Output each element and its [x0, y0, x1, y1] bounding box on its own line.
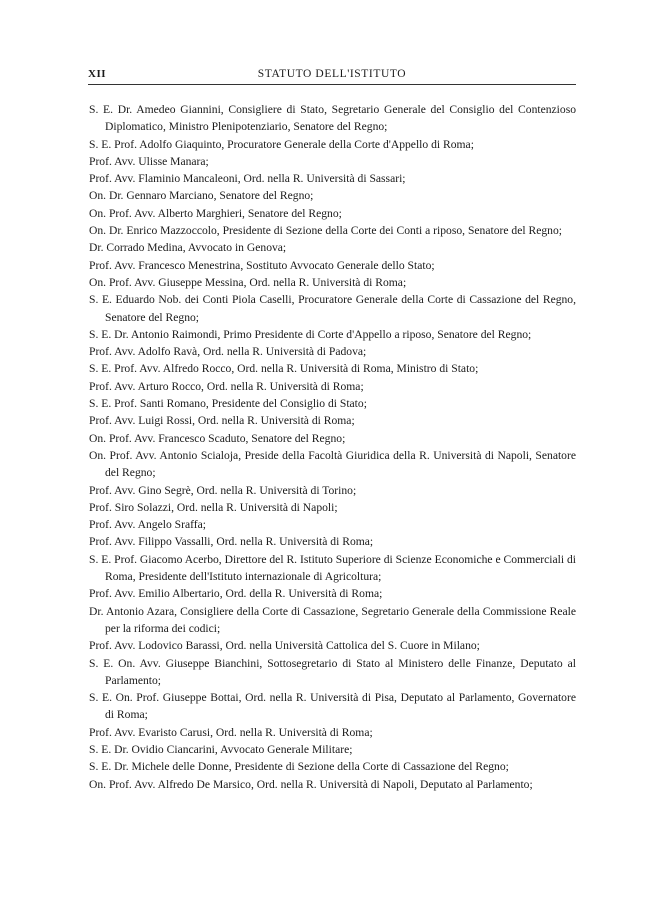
- member-entry: Dr. Antonio Azara, Consigliere della Corte di Cassazione, Segretario Generale della Commissione Reale per la riforma dei codici;: [89, 604, 576, 635]
- member-entry: On. Prof. Avv. Alberto Marghieri, Senatore del Regno;: [89, 206, 342, 220]
- member-entry: On. Prof. Avv. Antonio Scialoja, Preside della Facoltà Giuridica della R. Università di Napoli, Senatore del Regno;: [89, 448, 576, 480]
- member-entry: On. Prof. Avv. Alfredo De Marsico, Ord. nella R. Università di Napoli, Deputato al Parlamento;: [89, 777, 533, 791]
- member-entry: On. Prof. Avv. Francesco Scaduto, Senatore del Regno;: [89, 431, 346, 445]
- member-entry: S. E. On. Avv. Giuseppe Bianchini, Sottosegretario di Stato al Ministero delle Finanze, Deputato al Parlamento;: [89, 656, 576, 687]
- page-number: XII: [88, 68, 107, 80]
- member-entry: On. Dr. Gennaro Marciano, Senatore del Regno;: [89, 189, 314, 203]
- member-entry: Prof. Avv. Emilio Albertario, Ord. della R. Università di Roma;: [89, 587, 383, 601]
- member-entry: Prof. Avv. Flaminio Mancaleoni, Ord. nella R. Università di Sassari;: [89, 172, 406, 186]
- member-entry: S. E. Eduardo Nob. dei Conti Piola Caselli, Procuratore Generale della Corte di Cassazione del Regno, Senatore del Regno;: [89, 293, 576, 324]
- member-entry: Prof. Avv. Francesco Menestrina, Sostituto Avvocato Generale dello Stato;: [89, 258, 435, 272]
- member-entry: Prof. Avv. Adolfo Ravà, Ord. nella R. Università di Padova;: [89, 345, 367, 359]
- member-entry: Prof. Avv. Ulisse Manara;: [89, 154, 209, 168]
- member-entry: On. Prof. Avv. Giuseppe Messina, Ord. nella R. Università di Roma;: [89, 275, 407, 289]
- member-entry: S. E. Prof. Adolfo Giaquinto, Procuratore Generale della Corte d'Appello di Roma;: [89, 137, 474, 151]
- member-list: [89, 101, 576, 793]
- member-entry: Prof. Avv. Angelo Sraffa;: [89, 518, 206, 532]
- member-entry: S. E. On. Prof. Giuseppe Bottai, Ord. nella R. Università di Pisa, Deputato al Parlamento, Governatore di Roma;: [89, 691, 576, 722]
- member-entry: Prof. Avv. Luigi Rossi, Ord. nella R. Università di Roma;: [89, 414, 355, 428]
- member-entry: Prof. Avv. Filippo Vassalli, Ord. nella R. Università di Roma;: [89, 535, 374, 549]
- member-entry: S. E. Dr. Michele delle Donne, Presidente di Sezione della Corte di Cassazione del Regno;: [89, 760, 509, 774]
- running-title: STATUTO DELL'ISTITUTO: [257, 68, 407, 80]
- member-entry: S. E. Prof. Avv. Alfredo Rocco, Ord. nella R. Università di Roma, Ministro di Stato;: [89, 362, 479, 376]
- member-entry: Prof. Avv. Evaristo Carusi, Ord. nella R. Università di Roma;: [89, 725, 373, 739]
- member-entry: Prof. Avv. Gino Segrè, Ord. nella R. Università di Torino;: [89, 483, 357, 497]
- member-entry: On. Dr. Enrico Mazzoccolo, Presidente di Sezione della Corte dei Conti a riposo, Senatore del Regno;: [89, 224, 562, 238]
- member-entry: S. E. Prof. Giacomo Acerbo, Direttore del R. Istituto Superiore di Scienze Economiche e Commerciali di Roma, Presidente dell'Istituto internazionale di Agricoltura;: [89, 552, 576, 584]
- member-entry: Prof. Avv. Lodovico Barassi, Ord. nella Università Cattolica del S. Cuore in Milano;: [89, 639, 480, 653]
- member-entry: Prof. Siro Solazzi, Ord. nella R. Università di Napoli;: [89, 500, 338, 514]
- member-entry: S. E. Prof. Santi Romano, Presidente del Consiglio di Stato;: [89, 397, 367, 411]
- member-entry: Dr. Corrado Medina, Avvocato in Genova;: [89, 241, 287, 255]
- member-entry: S. E. Dr. Ovidio Ciancarini, Avvocato Generale Militare;: [89, 742, 353, 756]
- member-entry: Prof. Avv. Arturo Rocco, Ord. nella R. Università di Roma;: [89, 379, 364, 393]
- page-header: [88, 68, 576, 85]
- member-entry: S. E. Dr. Amedeo Giannini, Consigliere di Stato, Segretario Generale del Consiglio del Contenzioso Diplomatico, Ministro Plenipotenziario, Senatore del Regno;: [89, 103, 576, 134]
- member-entry: S. E. Dr. Antonio Raimondi, Primo Presidente di Corte d'Appello a riposo, Senatore del Regno;: [89, 327, 532, 341]
